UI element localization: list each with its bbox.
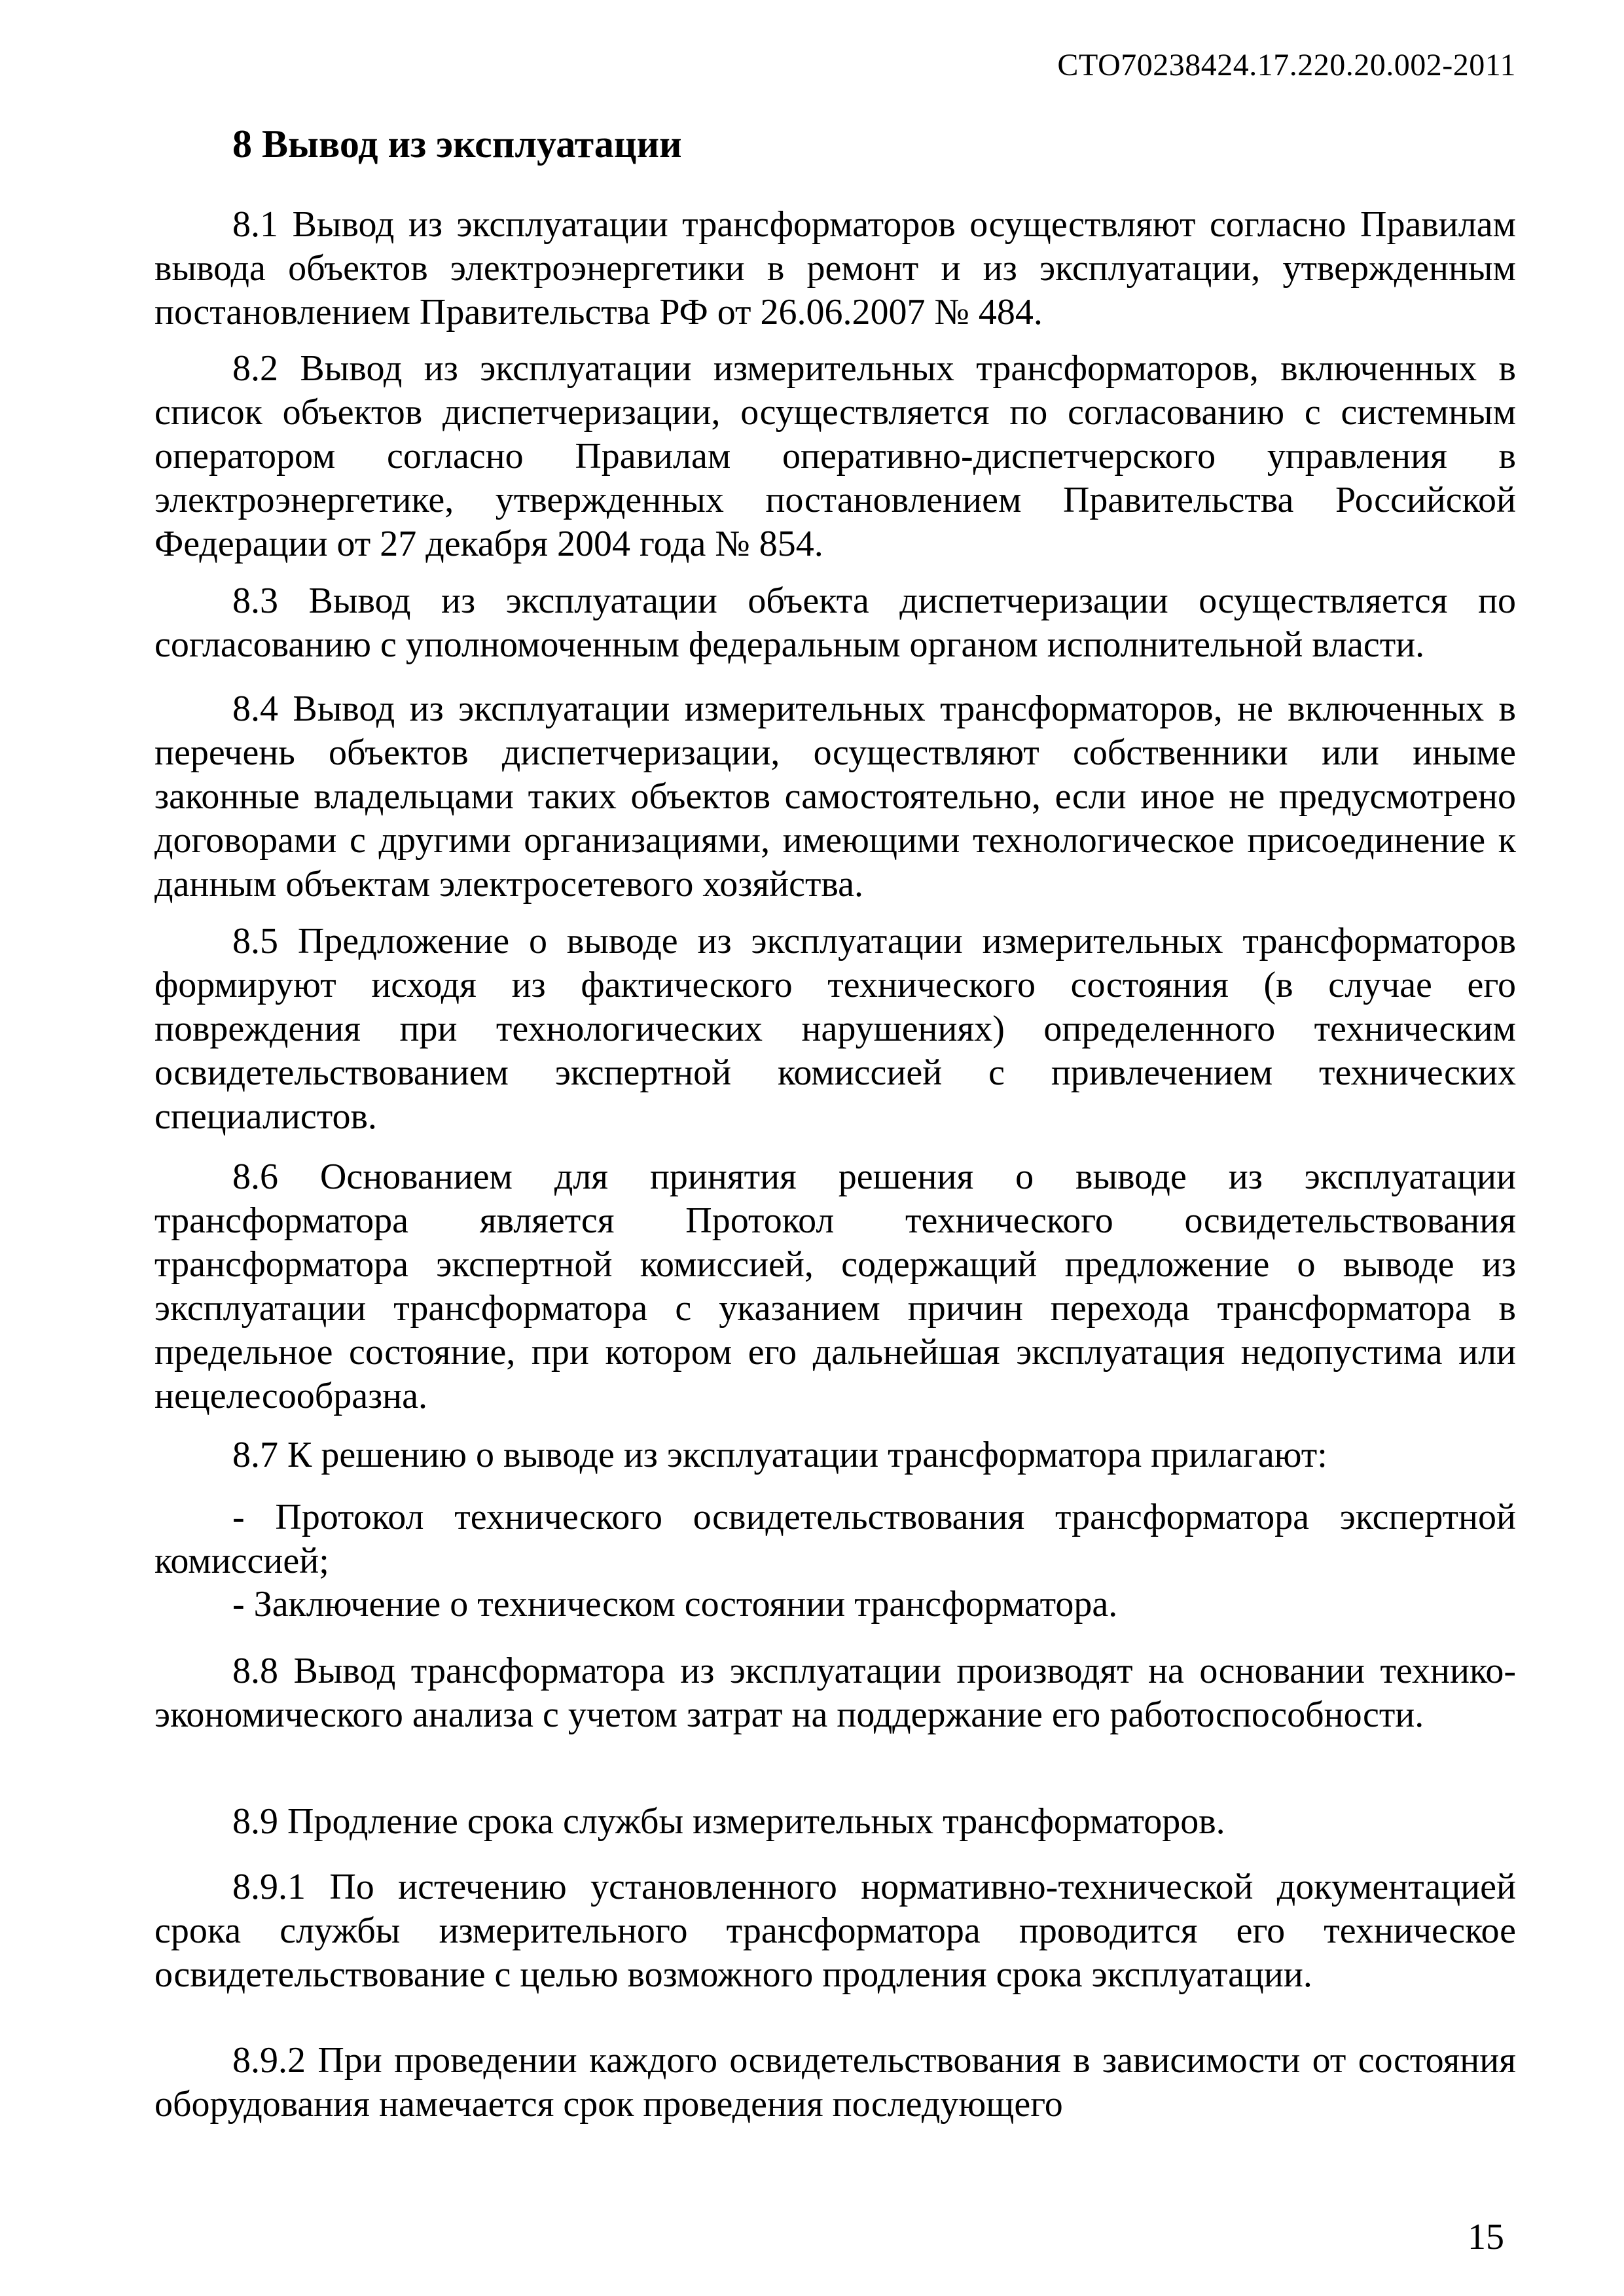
list-item-protocol: - Протокол технического освидетельствования трансформатора экспертной комиссией; (154, 1497, 1516, 1581)
section-heading: 8 Вывод из эксплуатации (232, 122, 682, 166)
paragraph-8-2: 8.2 Вывод из эксплуатации измерительных трансформаторов, включенных в список объектов диспетчеризации, осуществляется по согласованию с системным оператором согласно Правилам оперативно-диспетчерского управления в электроэнергетике, утвержденных постановлением Правительства Российской Федерации от 27 декабря 2004 года № 854. (154, 348, 1516, 564)
paragraph-8-5: 8.5 Предложение о выводе из эксплуатации измерительных трансформаторов формируют исходя из фактического технического состояния (в случае его повреждения при технологических нарушениях) определенного техническим освидетельствованием экспертной комиссией с привлечением технических специалистов. (154, 921, 1516, 1137)
paragraph-8-9: 8.9 Продление срока службы измерительных трансформаторов. (232, 1801, 1225, 1842)
paragraph-8-9-2: 8.9.2 При проведении каждого освидетельствования в зависимости от состояния оборудования намечается срок проведения последующего (154, 2040, 1516, 2125)
paragraph-8-4: 8.4 Вывод из эксплуатации измерительных трансформаторов, не включенных в перечень объектов диспетчеризации, осуществляют собственники или иныме законные владельцами таких объектов самостоятельно, если иное не предусмотрено договорами с другими организациями, имеющими технологическое присоединение к данным объектам электросетевого хозяйства. (154, 689, 1516, 905)
document-code: СТО70238424.17.220.20.002-2011 (1057, 48, 1516, 82)
list-item-conclusion: - Заключение о техническом состоянии трансформатора. (232, 1584, 1118, 1624)
paragraph-8-1: 8.1 Вывод из эксплуатации трансформаторов осуществляют согласно Правилам вывода объектов электроэнергетики в ремонт и из эксплуатации, утвержденным постановлением Правительства РФ от 26.06.2007 № 484. (154, 204, 1516, 332)
page-number: 15 (1468, 2217, 1504, 2257)
paragraph-8-3: 8.3 Вывод из эксплуатации объекта диспетчеризации осуществляется по согласованию с уполномоченным федеральным органом исполнительной власти. (154, 581, 1516, 665)
paragraph-8-6: 8.6 Основанием для принятия решения о выводе из эксплуатации трансформатора является Протокол технического освидетельствования трансформатора экспертной комиссией, содержащий предложение о выводе из эксплуатации трансформатора с указанием причин перехода трансформатора в предельное состояние, при котором его дальнейшая эксплуатация недопустима или нецелесообразна. (154, 1157, 1516, 1416)
paragraph-8-9-1: 8.9.1 По истечению установленного нормативно-технической документацией срока службы измерительного трансформатора проводится его техническое освидетельствование с целью возможного продления срока эксплуатации. (154, 1867, 1516, 1995)
paragraph-8-8: 8.8 Вывод трансформатора из эксплуатации производят на основании технико-экономического анализа с учетом затрат на поддержание его работоспособности. (154, 1651, 1516, 1735)
paragraph-8-7: 8.7 К решению о выводе из эксплуатации трансформатора прилагают: (232, 1435, 1327, 1475)
